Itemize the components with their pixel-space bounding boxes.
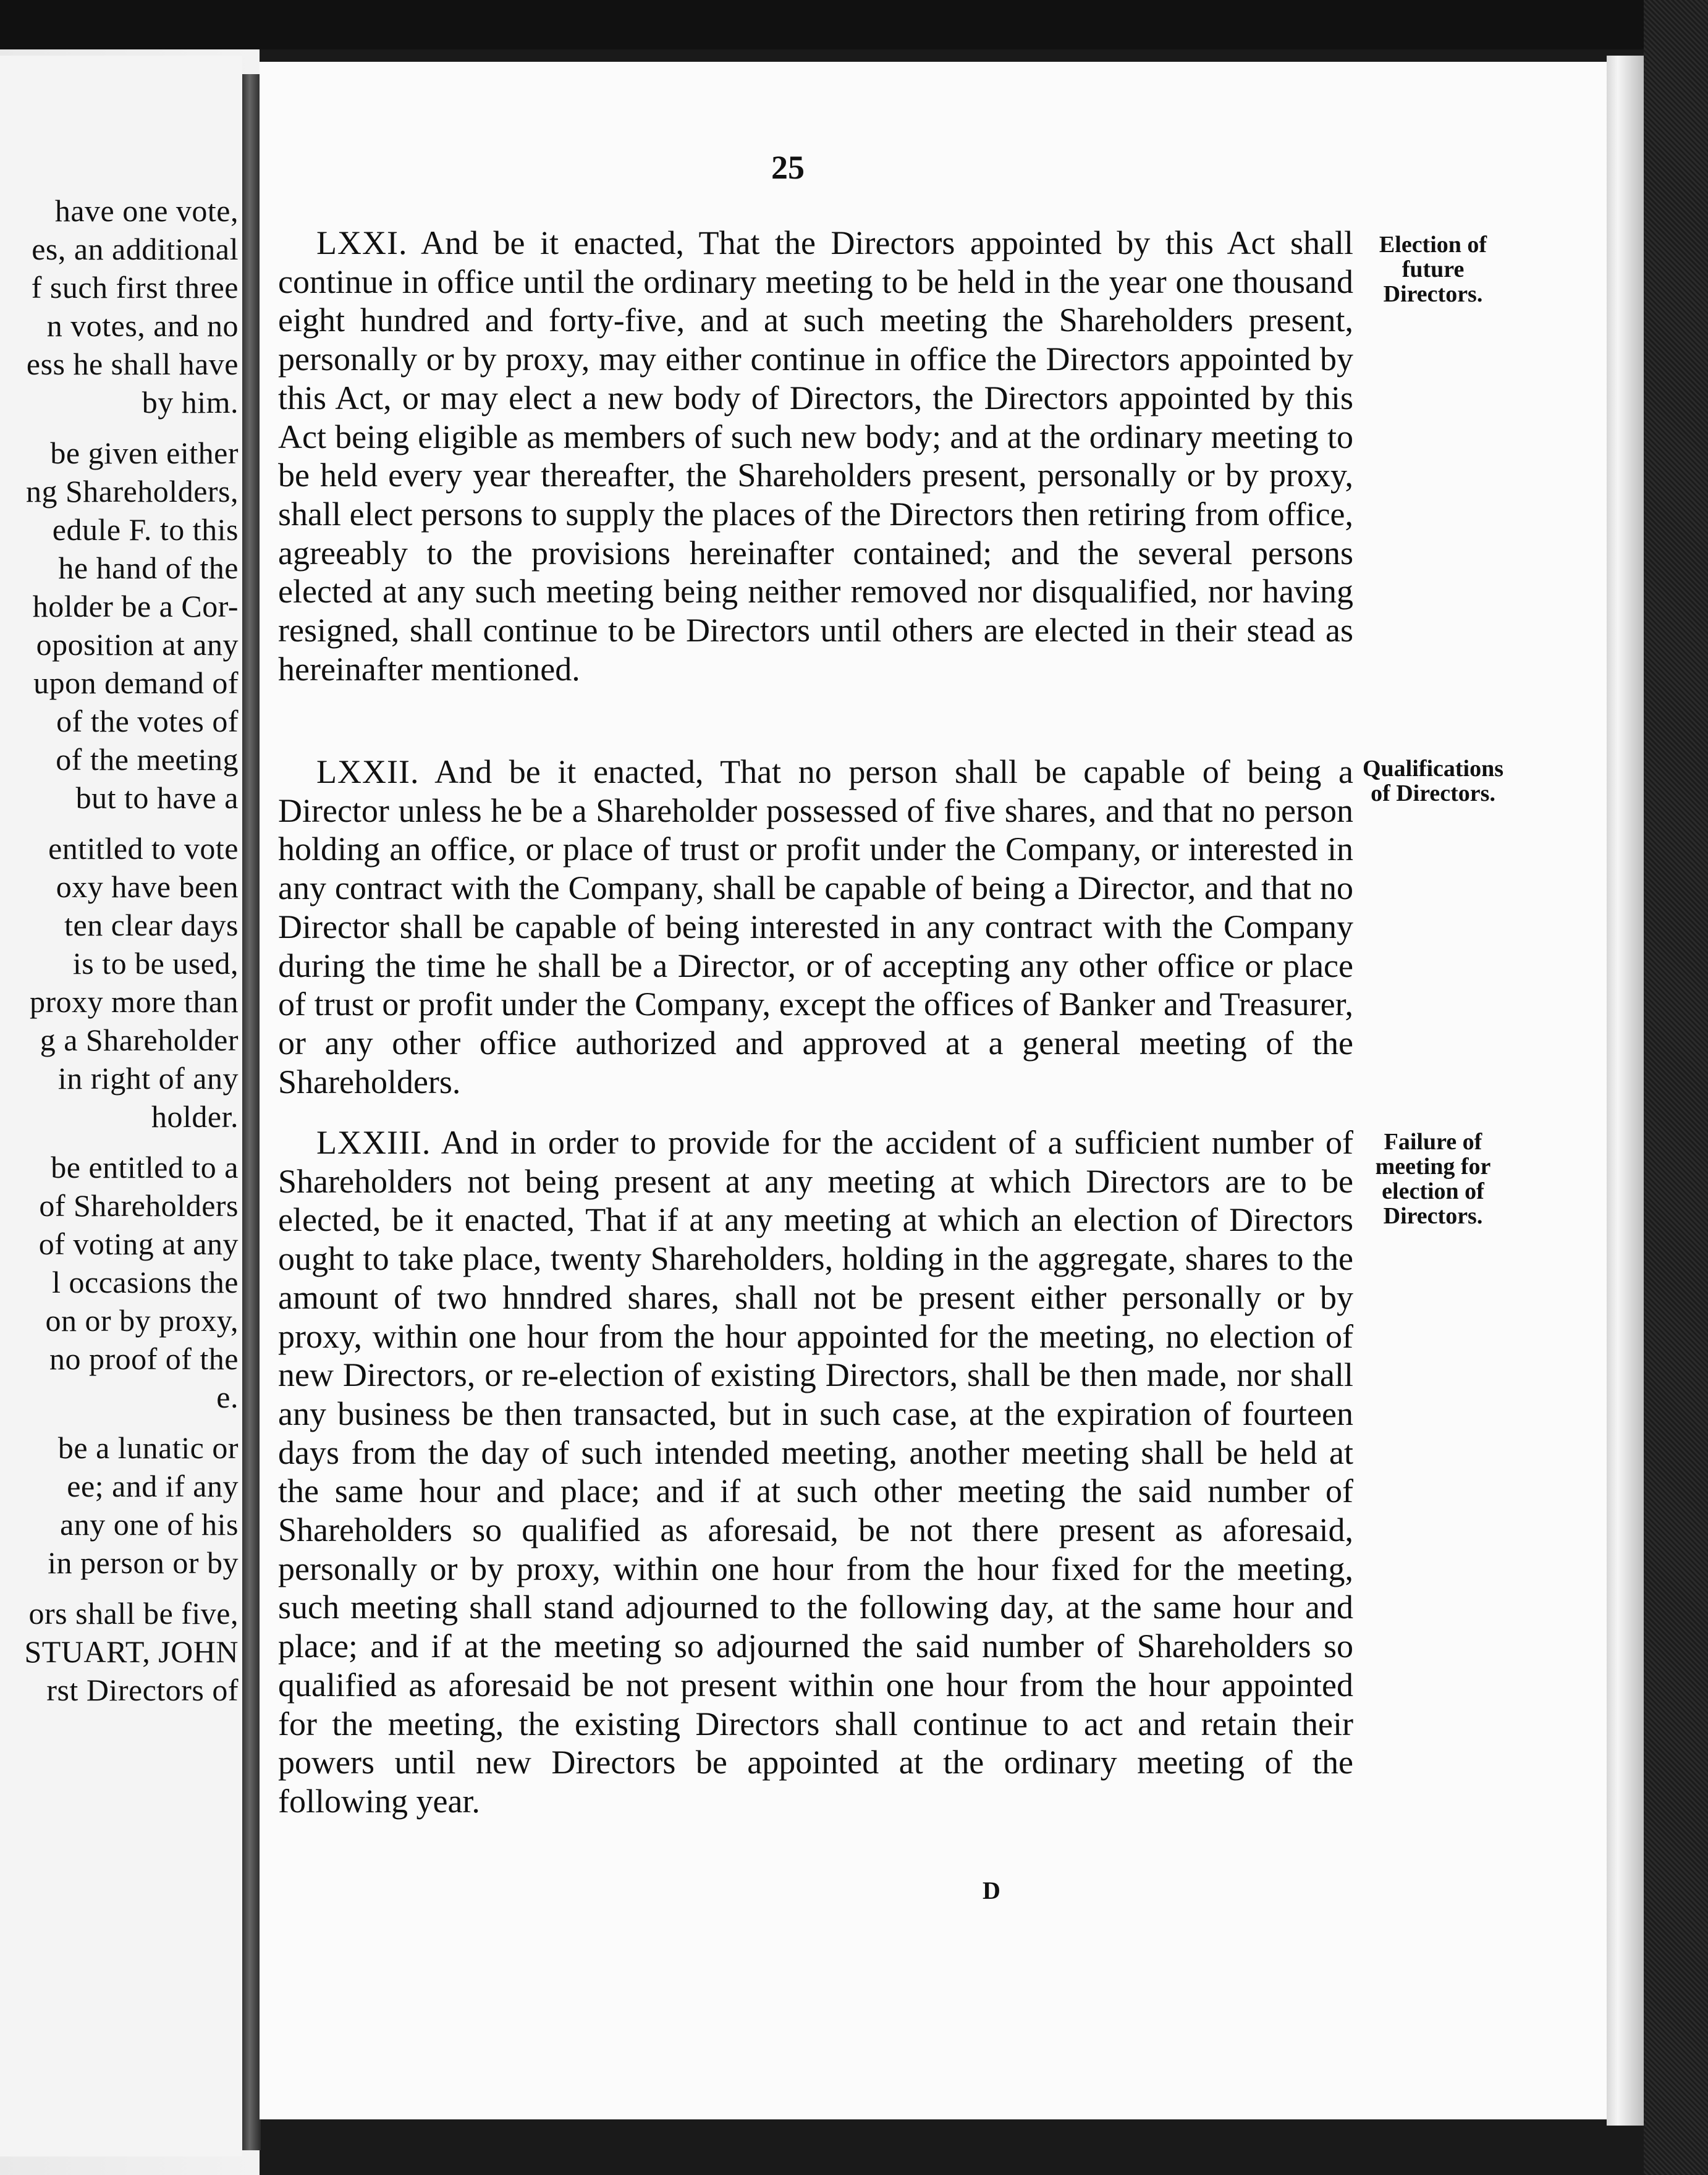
page-number: 25	[771, 149, 805, 186]
facing-line: but to have a	[75, 780, 239, 815]
facing-page	[0, 56, 242, 2156]
section-lxxi	[278, 224, 1353, 688]
facing-line: no proof of the	[49, 1341, 239, 1376]
facing-line: ee; and if any	[67, 1469, 239, 1503]
facing-line: he hand of the	[58, 551, 239, 585]
signature-mark: D	[983, 1877, 1000, 1904]
facing-line: oxy have been	[56, 869, 239, 904]
facing-line: in person or by	[48, 1545, 239, 1580]
facing-line: holder be a Cor-	[32, 589, 239, 623]
facing-line: e.	[216, 1380, 239, 1414]
section-number: LXXII.	[316, 753, 420, 790]
sidenote-qualifications: Qualifications of Directors.	[1362, 756, 1504, 806]
facing-line: be given either	[50, 436, 239, 470]
facing-line: upon demand of	[33, 665, 239, 700]
sidenote-election: Election of future Directors.	[1379, 232, 1487, 307]
section-lxxii	[278, 753, 1353, 1101]
facing-line: STUART, JOHN	[24, 1634, 239, 1669]
section-text: And be it enacted, That the Directors appointed by this Act shall continue in office until the ordinary meeting to be held in the year one thousand eight hundred and forty-five, and at such meeting the Shareholders present, personally or by proxy, may either continue in office the Directors appointed by this Act, or may elect a new body of Directors, the Directors appointed by this Act being eligible as members of such new body; and at the ordinary meeting to be held every year thereafter, the Shareholders present, personally or by proxy, shall elect persons to supply the places of the Directors then retiring from office, agreeably to the provisions hereinafter contained; and the several persons elected at any such meeting being neither removed nor disqualified, nor having resigned, shall continue to be Directors until others are elected in their stead as hereinafter mentioned.	[278, 224, 1353, 688]
facing-line: by him.	[142, 385, 239, 420]
facing-line: es, an additional	[32, 232, 239, 266]
facing-line: g a Shareholder	[40, 1023, 239, 1057]
section-text: And be it enacted, That no person shall be capable of being a Director unless he be a Shareholder possessed of five shares, and that no person holding an office, or place of trust or profit under the Company, or interested in any contract with the Company, shall be capable of being a Director, and that no Director shall be capable of being interested in any contract with the Company during the time he shall be a Director, or of accepting any other office or place of trust or profit under the Company, except the offices of Banker and Treasurer, or any other office authorized and approved at a general meeting of the Shareholders.	[278, 753, 1353, 1100]
facing-line: proxy more than	[30, 984, 239, 1019]
facing-line: is to be used,	[72, 946, 239, 981]
scan-top-edge	[0, 0, 1708, 49]
facing-line: have one vote,	[54, 193, 239, 228]
facing-line: be entitled to a	[51, 1150, 239, 1185]
sidenote-failure: Failure of meeting for election of Directors.	[1375, 1129, 1491, 1229]
facing-line: on or by proxy,	[45, 1303, 239, 1338]
section-text: And in order to provide for the accident of a sufficient number of Shareholders not being present at any meeting at which Directors are to be elected, be it enacted, That if at any meeting at which an election of Directors ought to take place, twenty Shareholders, holding in the aggregate, shares to the amount of two hnndred shares, shall not be present either personally or by proxy, within one hour from the hour appointed for the meeting, no election of new Directors, or re-election of existing Directors, shall be then made, nor shall any business be then transacted, but in such case, at the expiration of fourteen days from the day of such intended meeting, another meeting shall be held at the same hour and place; and if at such other meeting the said number of Shareholders so qualified as aforesaid, be not there present as aforesaid, personally or by proxy, within one hour from the hour fixed for the meeting, such meeting shall stand adjourned to the following day, at the same hour and place; and if at the meeting so adjourned the said number of Shareholders so qualified as aforesaid be not present within one hour from the hour appointed for the meeting, the existing Directors shall continue to act and retain their powers until new Directors be appointed at the ordinary meeting of the following year.	[278, 1124, 1353, 1820]
page-edge	[1607, 56, 1644, 2126]
facing-line: in right of any	[57, 1061, 239, 1096]
facing-line: ors shall be five,	[28, 1596, 239, 1631]
facing-line: ten clear days	[64, 908, 239, 942]
facing-line: entitled to vote	[48, 831, 239, 866]
facing-line: oposition at any	[36, 627, 239, 662]
facing-line: rst Directors of	[46, 1673, 239, 1707]
facing-line: ng Shareholders,	[25, 474, 239, 509]
binding-cloth	[1644, 0, 1708, 2175]
facing-line: n votes, and no	[46, 308, 239, 343]
book-gutter	[242, 74, 261, 2150]
section-number: LXXIII.	[316, 1124, 431, 1161]
section-number: LXXI.	[316, 224, 408, 261]
facing-line: be a lunatic or	[57, 1430, 239, 1465]
facing-line: of the meeting	[56, 742, 239, 777]
section-lxxiii	[278, 1123, 1353, 1821]
facing-line: of voting at any	[38, 1227, 239, 1261]
facing-line: any one of his	[60, 1507, 239, 1542]
facing-line: of the votes of	[56, 704, 239, 738]
facing-line: of Shareholders	[39, 1188, 239, 1223]
facing-line: l occasions the	[52, 1265, 239, 1299]
facing-line: ess he shall have	[26, 347, 239, 381]
facing-line: f such first three	[31, 270, 239, 305]
facing-line: edule F. to this	[52, 512, 239, 547]
facing-line: holder.	[151, 1099, 239, 1134]
